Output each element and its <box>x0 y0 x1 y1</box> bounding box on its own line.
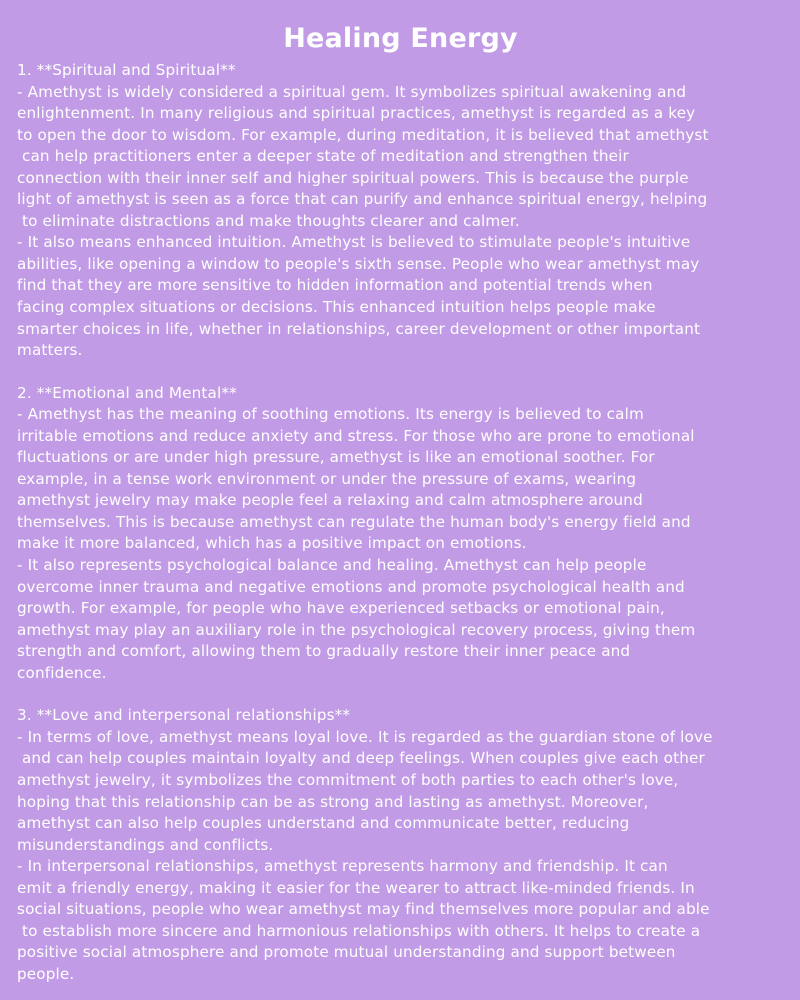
paragraph-line: abilities, like opening a window to people's sixth sense. People who wear amethyst may <box>17 254 700 273</box>
paragraph-line: themselves. This is because amethyst can regulate the human body's energy field and <box>17 512 691 531</box>
paragraph-line: to establish more sincere and harmonious relationships with others. It helps to create a <box>17 921 701 940</box>
section-heading: 2. **Emotional and Mental** <box>17 383 237 402</box>
paragraph-line: - Amethyst has the meaning of soothing emotions. Its energy is believed to calm <box>17 405 644 424</box>
paragraph-line: amethyst can also help couples understand and communicate better, reducing <box>17 814 630 833</box>
section-emotional <box>17 383 784 685</box>
paragraph-line: find that they are more sensitive to hidden information and potential trends when <box>17 276 653 295</box>
paragraph-line: hoping that this relationship can be as strong and lasting as amethyst. Moreover, <box>17 792 649 811</box>
paragraph-line: confidence. <box>17 663 107 682</box>
paragraph-line: make it more balanced, which has a positive impact on emotions. <box>17 534 527 553</box>
paragraph-line: to open the door to wisdom. For example, during meditation, it is believed that amethyst <box>17 125 709 144</box>
paragraph-line: and can help couples maintain loyalty and deep feelings. When couples give each other <box>17 749 705 768</box>
paragraph-line: enlightenment. In many religious and spiritual practices, amethyst is regarded as a key <box>17 104 696 123</box>
page-title: Healing Energy <box>283 23 518 54</box>
paragraph-line: growth. For example, for people who have experienced setbacks or emotional pain, <box>17 599 665 618</box>
paragraph-line: emit a friendly energy, making it easier for the wearer to attract like-minded friends. In <box>17 878 695 897</box>
paragraph-line: matters. <box>17 341 83 360</box>
paragraph-line: misunderstandings and conflicts. <box>17 835 274 854</box>
paragraph-line: light of amethyst is seen as a force that can purify and enhance spiritual energy, helping <box>17 190 708 209</box>
paragraph-line: positive social atmosphere and promote mutual understanding and support between <box>17 943 676 962</box>
paragraph-line: example, in a tense work environment or under the pressure of exams, wearing <box>17 469 637 488</box>
paragraph-line: irritable emotions and reduce anxiety and stress. For those who are prone to emotional <box>17 426 695 445</box>
paragraph-line: social situations, people who wear amethyst may find themselves more popular and able <box>17 900 710 919</box>
paragraph-line: - Amethyst is widely considered a spiritual gem. It symbolizes spiritual awakening and <box>17 82 687 101</box>
section-spiritual <box>17 60 784 362</box>
paragraph-line: - It also means enhanced intuition. Amethyst is believed to stimulate people's intuitive <box>17 233 691 252</box>
paragraph-line: fluctuations or are under high pressure, amethyst is like an emotional soother. For <box>17 448 655 467</box>
paragraph-line: - It also represents psychological balance and healing. Amethyst can help people <box>17 556 647 575</box>
paragraph-line: amethyst jewelry may make people feel a relaxing and calm atmosphere around <box>17 491 643 510</box>
paragraph-line: facing complex situations or decisions. This enhanced intuition helps people make <box>17 298 656 317</box>
paragraph-line: can help practitioners enter a deeper state of meditation and strengthen their <box>17 147 629 166</box>
paragraph-line: connection with their inner self and higher spiritual powers. This is because the purple <box>17 168 689 187</box>
paragraph-line: amethyst may play an auxiliary role in the psychological recovery process, giving them <box>17 620 696 639</box>
paragraph-line: strength and comfort, allowing them to gradually restore their inner peace and <box>17 642 631 661</box>
section-love <box>17 705 784 985</box>
paragraph-line: smarter choices in life, whether in relationships, career development or other important <box>17 319 701 338</box>
paragraph-line: - In terms of love, amethyst means loyal love. It is regarded as the guardian stone of love <box>17 727 713 746</box>
paragraph-line: overcome inner trauma and negative emotions and promote psychological health and <box>17 577 685 596</box>
paragraph-line: amethyst jewelry, it symbolizes the commitment of both parties to each other's love, <box>17 770 679 789</box>
section-heading: 1. **Spiritual and Spiritual** <box>17 61 236 79</box>
paragraph-line: - In interpersonal relationships, amethyst represents harmony and friendship. It can <box>17 857 668 876</box>
section-heading: 3. **Love and interpersonal relationships** <box>17 706 351 725</box>
paragraph-line: people. <box>17 964 75 983</box>
paragraph-line: to eliminate distractions and make thoughts clearer and calmer. <box>17 211 520 230</box>
